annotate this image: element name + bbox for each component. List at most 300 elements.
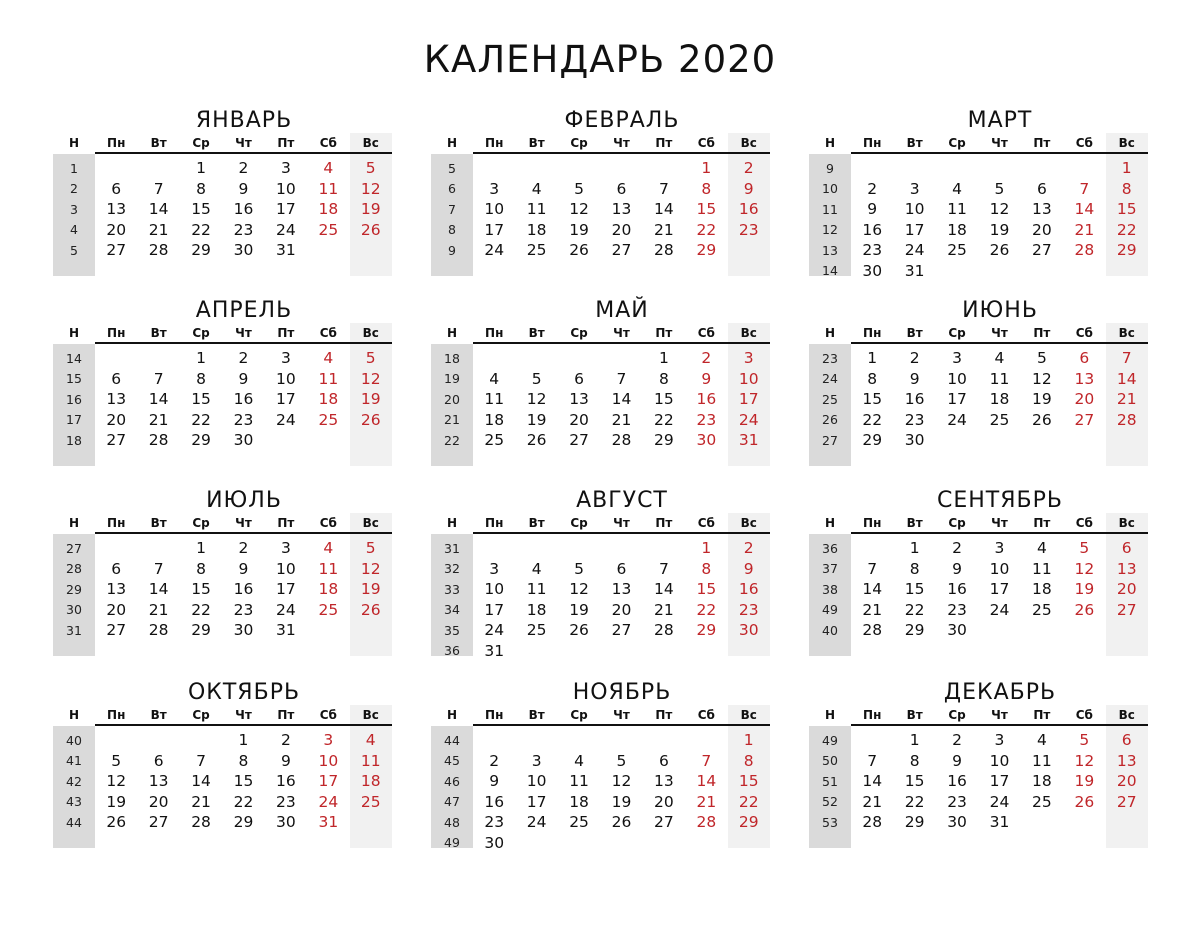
- date-cell: 16: [862, 220, 883, 239]
- weekend-date: 7: [1079, 179, 1090, 198]
- weekend-date: 16: [738, 580, 759, 599]
- weekday-label: Вт: [906, 326, 923, 340]
- date-cell: 25: [484, 431, 505, 450]
- week-row: [809, 771, 1149, 792]
- week-number: 1: [70, 160, 78, 176]
- week-number: 32: [444, 561, 460, 577]
- date-cell: 29: [654, 431, 674, 450]
- date-cell: 15: [904, 580, 925, 599]
- month-name: СЕНТЯБРЬ: [937, 488, 1063, 513]
- weekday-label: Ср: [570, 326, 588, 340]
- date-cell: 1: [909, 731, 920, 750]
- weekend-date: 7: [701, 751, 712, 770]
- weekday-header: [53, 516, 393, 531]
- date-cell: 1: [238, 731, 249, 750]
- weekday-label: Сб: [1075, 708, 1093, 722]
- date-cell: 2: [238, 539, 249, 558]
- week-number: 21: [444, 412, 460, 428]
- date-cell: 26: [569, 241, 589, 260]
- month-name: ФЕВРАЛЬ: [564, 108, 680, 133]
- date-cell: 21: [148, 220, 169, 239]
- week-number-header: Н: [824, 136, 836, 150]
- week-row: [431, 451, 771, 472]
- date-cell: 24: [989, 792, 1010, 811]
- date-cell: 21: [191, 792, 211, 811]
- week-row: [809, 600, 1149, 621]
- weekday-label: Пн: [485, 708, 504, 722]
- date-cell: 9: [952, 751, 962, 770]
- weekday-header: [431, 326, 771, 341]
- date-cell: 30: [862, 261, 883, 280]
- date-cell: 12: [611, 772, 632, 791]
- date-cell: 7: [153, 369, 164, 388]
- date-cell: 17: [484, 600, 505, 619]
- date-cell: 3: [280, 539, 291, 558]
- week-number: 29: [66, 581, 82, 597]
- date-cell: 10: [989, 559, 1010, 578]
- weekend-date: 6: [1079, 349, 1090, 368]
- weekend-date: 15: [738, 772, 759, 791]
- weekday-label: Пн: [863, 708, 882, 722]
- week-row: [53, 579, 393, 600]
- date-cell: 27: [1032, 241, 1052, 260]
- weekend-date: 12: [1074, 751, 1095, 770]
- weekday-label: Пт: [1033, 136, 1051, 150]
- date-cell: 13: [654, 772, 674, 791]
- month-name: ОКТЯБРЬ: [187, 680, 301, 705]
- weekday-label: Пт: [1033, 326, 1051, 340]
- week-number: 51: [822, 773, 838, 789]
- date-cell: 27: [569, 431, 589, 450]
- date-cell: 28: [654, 241, 674, 260]
- week-number: 14: [66, 350, 82, 366]
- date-cell: 3: [489, 179, 500, 198]
- date-cell: 2: [489, 751, 500, 770]
- date-cell: 7: [867, 559, 878, 578]
- week-row: [53, 559, 393, 580]
- date-cell: 9: [280, 751, 291, 770]
- page-title: КАЛЕНДАРЬ 2020: [423, 38, 777, 81]
- date-cell: 14: [148, 580, 169, 599]
- week-number: 34: [444, 602, 460, 618]
- weekend-date: 26: [1074, 600, 1095, 619]
- weekend-date: 26: [360, 600, 381, 619]
- date-cell: 1: [658, 349, 669, 368]
- date-cell: 1: [909, 539, 920, 558]
- date-cell: 10: [276, 369, 296, 388]
- weekend-date: 9: [743, 559, 754, 578]
- weekday-label: Вт: [150, 708, 167, 722]
- weekend-date: 17: [738, 390, 759, 409]
- week-row: [809, 179, 1149, 200]
- date-cell: 26: [526, 431, 547, 450]
- week-number: 27: [822, 432, 838, 448]
- date-cell: 6: [616, 559, 627, 578]
- date-cell: 15: [862, 390, 883, 409]
- date-cell: 17: [276, 390, 296, 409]
- date-cell: 10: [484, 200, 505, 219]
- week-number: 8: [448, 222, 456, 238]
- weekday-label: Пт: [655, 516, 673, 530]
- weekend-date: 23: [738, 600, 759, 619]
- week-row: [53, 158, 393, 179]
- weekend-date: 25: [318, 600, 339, 619]
- weekend-date: 12: [360, 559, 381, 578]
- week-number: 6: [448, 181, 456, 197]
- date-cell: 25: [989, 410, 1010, 429]
- date-cell: 11: [1032, 751, 1052, 770]
- weekday-label: Чт: [991, 136, 1008, 150]
- week-number: 41: [66, 753, 82, 769]
- date-cell: 29: [191, 431, 211, 450]
- date-cell: 12: [569, 200, 589, 219]
- date-cell: 19: [611, 792, 632, 811]
- date-cell: 15: [654, 390, 674, 409]
- weekday-label: Пт: [655, 326, 673, 340]
- weekend-date: 4: [323, 159, 334, 178]
- date-cell: 15: [904, 772, 925, 791]
- date-cell: 17: [989, 772, 1010, 791]
- date-cell: 2: [867, 179, 878, 198]
- weekend-date: 31: [318, 813, 339, 832]
- header-divider: [851, 532, 1148, 534]
- weekend-date: 6: [1121, 731, 1132, 750]
- week-number: 26: [822, 412, 838, 428]
- date-cell: 17: [484, 220, 505, 239]
- date-cell: 17: [904, 220, 925, 239]
- week-row: [431, 348, 771, 369]
- date-cell: 7: [196, 751, 206, 770]
- month-name: МАЙ: [595, 298, 649, 323]
- weekend-date: 18: [318, 200, 339, 219]
- week-number: 9: [826, 160, 834, 176]
- date-cell: 16: [947, 772, 967, 791]
- date-cell: 10: [989, 751, 1010, 770]
- date-cell: 24: [904, 241, 925, 260]
- date-cell: 28: [654, 621, 674, 640]
- weekend-date: 21: [1116, 390, 1137, 409]
- date-cell: 24: [484, 621, 505, 640]
- weekday-header: [53, 708, 393, 723]
- week-row: [809, 620, 1149, 641]
- week-number: 52: [822, 794, 838, 810]
- weekday-label: Чт: [235, 136, 252, 150]
- date-cell: 3: [909, 179, 920, 198]
- week-row: [53, 538, 393, 559]
- weekend-date: 24: [318, 792, 339, 811]
- date-cell: 24: [484, 241, 505, 260]
- weekend-date: 27: [1116, 600, 1137, 619]
- week-number-header: Н: [68, 708, 80, 722]
- date-cell: 29: [191, 621, 211, 640]
- weekend-date: 15: [696, 200, 717, 219]
- date-cell: 9: [238, 559, 249, 578]
- weekend-date: 11: [318, 559, 339, 578]
- date-cell: 14: [148, 200, 169, 219]
- date-cell: 11: [569, 772, 589, 791]
- date-cell: 5: [616, 751, 627, 770]
- date-grid: [809, 730, 1149, 853]
- weekend-date: 18: [360, 772, 381, 791]
- date-cell: 19: [569, 220, 589, 239]
- weekend-date: 18: [318, 580, 339, 599]
- weekday-label: Чт: [613, 326, 630, 340]
- date-cell: 13: [106, 390, 127, 409]
- date-cell: 14: [191, 772, 211, 791]
- week-row: [53, 812, 393, 833]
- date-cell: 27: [106, 621, 127, 640]
- weekday-label: Сб: [697, 326, 715, 340]
- weekend-date: 29: [696, 241, 717, 260]
- date-cell: 31: [276, 621, 296, 640]
- week-number: 46: [444, 773, 460, 789]
- date-cell: 13: [1032, 200, 1052, 219]
- date-cell: 4: [994, 349, 1005, 368]
- date-cell: 9: [952, 559, 962, 578]
- weekday-label: Вс: [740, 516, 757, 530]
- date-cell: 10: [276, 179, 296, 198]
- week-row: [431, 730, 771, 751]
- week-row: [809, 369, 1149, 390]
- date-cell: 9: [909, 369, 920, 388]
- weekday-label: Сб: [1075, 136, 1093, 150]
- weekday-label: Пт: [655, 136, 673, 150]
- weekday-label: Чт: [613, 136, 630, 150]
- week-row: [431, 261, 771, 282]
- week-row: [53, 730, 393, 751]
- weekday-label: Пт: [277, 326, 295, 340]
- weekday-label: Ср: [192, 516, 210, 530]
- weekend-date: 26: [1074, 792, 1095, 811]
- date-cell: 21: [862, 792, 883, 811]
- date-cell: 12: [569, 580, 589, 599]
- date-cell: 21: [654, 600, 674, 619]
- date-cell: 17: [276, 580, 296, 599]
- weekend-date: 22: [738, 792, 759, 811]
- week-row: [431, 600, 771, 621]
- week-row: [809, 538, 1149, 559]
- week-number: 49: [822, 602, 838, 618]
- month-december: [809, 680, 1149, 864]
- date-cell: 21: [611, 410, 632, 429]
- weekend-date: 5: [365, 349, 376, 368]
- weekend-date: 1: [701, 159, 712, 178]
- date-cell: 11: [1032, 559, 1052, 578]
- weekday-header: [431, 516, 771, 531]
- date-cell: 28: [862, 813, 883, 832]
- date-cell: 24: [276, 410, 296, 429]
- date-cell: 4: [489, 369, 500, 388]
- week-row: [431, 620, 771, 641]
- date-cell: 14: [862, 772, 883, 791]
- weekday-label: Вс: [740, 708, 757, 722]
- date-cell: 27: [106, 431, 127, 450]
- date-cell: 6: [111, 559, 122, 578]
- date-cell: 31: [904, 261, 925, 280]
- date-cell: 18: [484, 410, 505, 429]
- weekend-date: 14: [1074, 200, 1095, 219]
- week-row: [53, 751, 393, 772]
- weekday-label: Ср: [948, 136, 966, 150]
- date-cell: 30: [484, 833, 505, 852]
- date-cell: 16: [233, 580, 254, 599]
- date-cell: 22: [191, 410, 211, 429]
- date-cell: 17: [989, 580, 1010, 599]
- weekday-label: Ср: [948, 326, 966, 340]
- weekday-label: Вс: [362, 326, 379, 340]
- date-cell: 24: [276, 220, 296, 239]
- date-cell: 27: [654, 813, 674, 832]
- weekday-label: Вс: [1118, 326, 1135, 340]
- date-cell: 13: [569, 390, 589, 409]
- weekday-label: Сб: [319, 326, 337, 340]
- date-cell: 29: [904, 621, 925, 640]
- date-cell: 11: [526, 580, 547, 599]
- weekday-label: Пт: [1033, 708, 1051, 722]
- weekday-label: Сб: [697, 708, 715, 722]
- weekend-date: 11: [360, 751, 381, 770]
- month-january: [53, 108, 393, 292]
- weekday-label: Пт: [1033, 516, 1051, 530]
- weekend-date: 8: [701, 179, 712, 198]
- weekday-label: Сб: [319, 136, 337, 150]
- weekday-label: Сб: [319, 708, 337, 722]
- weekend-date: 18: [318, 390, 339, 409]
- week-number: 40: [822, 622, 838, 638]
- weekend-date: 30: [738, 621, 759, 640]
- date-cell: 22: [654, 410, 674, 429]
- date-cell: 28: [611, 431, 632, 450]
- week-number: 47: [444, 794, 460, 810]
- week-number: 37: [822, 561, 838, 577]
- weekend-date: 16: [738, 200, 759, 219]
- week-number-header: Н: [824, 708, 836, 722]
- weekday-label: Ср: [948, 708, 966, 722]
- month-july: [53, 488, 393, 672]
- date-cell: 22: [191, 220, 211, 239]
- date-cell: 9: [867, 200, 878, 219]
- header-divider: [851, 724, 1148, 726]
- weekday-header: [809, 708, 1149, 723]
- weekend-date: 8: [743, 751, 754, 770]
- month-name: ЯНВАРЬ: [195, 108, 293, 133]
- date-grid: [809, 158, 1149, 281]
- weekday-header: [809, 516, 1149, 531]
- date-cell: 25: [1032, 792, 1052, 811]
- week-number: 36: [444, 643, 460, 659]
- weekend-date: 15: [1116, 200, 1137, 219]
- week-row: [431, 579, 771, 600]
- date-cell: 20: [106, 220, 127, 239]
- month-name: ИЮЛЬ: [206, 488, 282, 513]
- weekday-label: Вт: [528, 708, 545, 722]
- date-cell: 29: [904, 813, 925, 832]
- date-cell: 12: [106, 772, 127, 791]
- week-number: 5: [448, 160, 456, 176]
- weekday-label: Пн: [485, 516, 504, 530]
- weekend-date: 22: [1116, 220, 1137, 239]
- weekday-label: Сб: [1075, 516, 1093, 530]
- weekend-date: 10: [738, 369, 759, 388]
- weekday-label: Вт: [150, 136, 167, 150]
- date-cell: 23: [904, 410, 925, 429]
- month-name: АПРЕЛЬ: [195, 298, 293, 323]
- weekday-label: Чт: [991, 708, 1008, 722]
- date-cell: 14: [148, 390, 169, 409]
- weekend-date: 12: [360, 369, 381, 388]
- date-cell: 2: [909, 349, 920, 368]
- date-cell: 8: [238, 751, 249, 770]
- week-number: 40: [66, 732, 82, 748]
- date-cell: 16: [904, 390, 925, 409]
- date-cell: 7: [616, 369, 627, 388]
- date-cell: 8: [196, 559, 206, 578]
- week-row: [809, 812, 1149, 833]
- week-number-header: Н: [446, 708, 458, 722]
- weekday-label: Чт: [235, 516, 252, 530]
- date-cell: 14: [654, 580, 674, 599]
- weekday-label: Ср: [192, 708, 210, 722]
- date-cell: 23: [233, 600, 254, 619]
- date-cell: 29: [233, 813, 254, 832]
- date-cell: 31: [276, 241, 296, 260]
- week-row: [809, 579, 1149, 600]
- date-cell: 26: [1032, 410, 1052, 429]
- month-february: [431, 108, 771, 292]
- date-cell: 28: [148, 241, 169, 260]
- date-cell: 7: [867, 751, 878, 770]
- week-number: 50: [822, 753, 838, 769]
- week-row: [53, 179, 393, 200]
- date-cell: 8: [909, 559, 920, 578]
- weekend-date: 5: [365, 159, 376, 178]
- date-cell: 1: [196, 159, 206, 178]
- week-number: 53: [822, 814, 838, 830]
- week-row: [809, 751, 1149, 772]
- weekend-date: 4: [323, 349, 334, 368]
- header-divider: [851, 152, 1148, 154]
- date-cell: 20: [569, 410, 589, 429]
- header-divider: [95, 342, 392, 344]
- weekend-date: 19: [360, 200, 381, 219]
- weekday-header: [809, 326, 1149, 341]
- date-cell: 6: [1036, 179, 1047, 198]
- weekend-date: 2: [701, 349, 712, 368]
- date-cell: 5: [994, 179, 1005, 198]
- date-cell: 3: [280, 159, 291, 178]
- weekend-date: 3: [743, 349, 754, 368]
- date-cell: 30: [276, 813, 296, 832]
- week-row: [809, 199, 1149, 220]
- week-number-header: Н: [68, 516, 80, 530]
- date-cell: 13: [106, 200, 127, 219]
- date-cell: 15: [233, 772, 254, 791]
- weekday-label: Вс: [740, 326, 757, 340]
- date-cell: 23: [947, 600, 967, 619]
- date-cell: 18: [569, 792, 589, 811]
- date-cell: 17: [276, 200, 296, 219]
- weekend-date: 5: [365, 539, 376, 558]
- weekday-header: [431, 708, 771, 723]
- date-cell: 24: [947, 410, 967, 429]
- weekend-date: 17: [318, 772, 339, 791]
- date-cell: 17: [526, 792, 547, 811]
- weekday-label: Вт: [528, 516, 545, 530]
- date-cell: 8: [196, 369, 206, 388]
- date-cell: 23: [862, 241, 883, 260]
- week-row: [431, 812, 771, 833]
- month-september: [809, 488, 1149, 672]
